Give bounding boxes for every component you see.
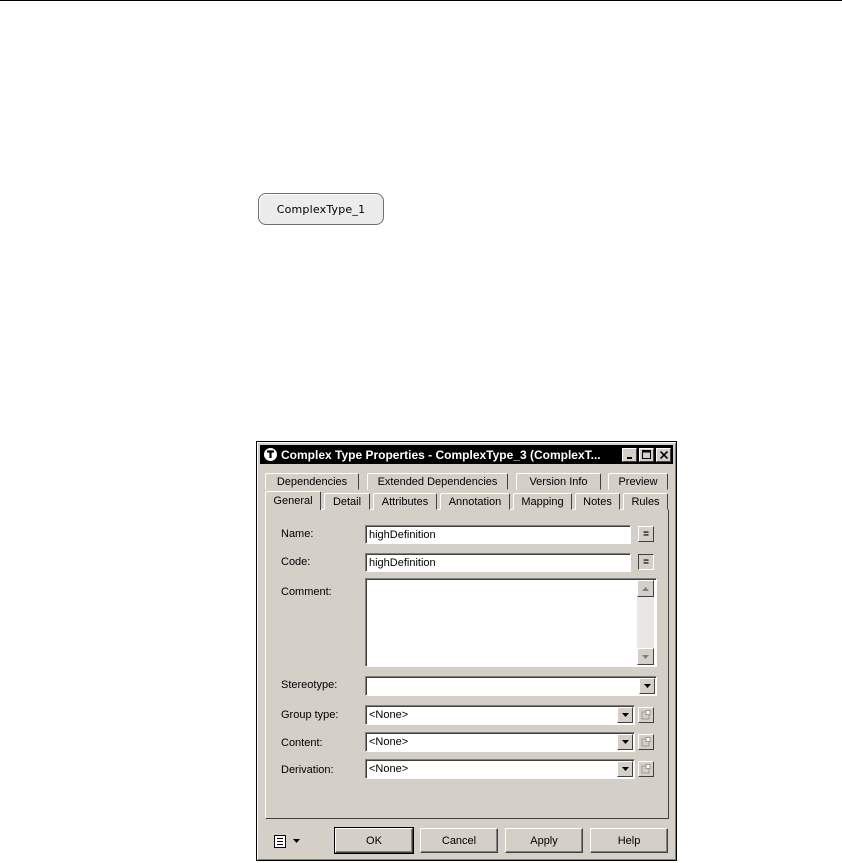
- derivation-properties-button[interactable]: [638, 761, 654, 777]
- tab-dependencies[interactable]: Dependencies: [265, 473, 359, 490]
- complex-type-symbol[interactable]: [258, 193, 384, 225]
- comment-textarea[interactable]: [365, 578, 657, 667]
- stereotype-combobox[interactable]: [365, 676, 657, 696]
- close-button[interactable]: [656, 448, 671, 462]
- arrow-up-icon: [642, 587, 649, 591]
- scroll-down-button[interactable]: [637, 648, 654, 665]
- chevron-down-icon: [644, 684, 651, 688]
- name-equals-button[interactable]: =: [638, 526, 654, 542]
- code-equals-button[interactable]: =: [638, 554, 654, 570]
- tab-general[interactable]: General: [265, 491, 321, 510]
- tab-mapping[interactable]: Mapping: [513, 493, 572, 510]
- maximize-button[interactable]: [639, 448, 654, 462]
- stereotype-dropdown-button[interactable]: [639, 678, 655, 694]
- properties-icon: [641, 764, 651, 774]
- cancel-button[interactable]: Cancel: [420, 828, 498, 853]
- stereotype-label: Stereotype:: [281, 679, 338, 691]
- close-icon: [660, 451, 668, 459]
- chevron-down-icon: [622, 767, 629, 771]
- code-field[interactable]: highDefinition: [365, 553, 631, 572]
- ok-button[interactable]: OK: [335, 828, 413, 853]
- tab-preview[interactable]: Preview: [608, 473, 668, 490]
- comment-scrollbar[interactable]: [637, 580, 654, 665]
- comment-label: Comment:: [281, 586, 332, 598]
- page-top-rule: [0, 0, 842, 1]
- group-type-dropdown-button[interactable]: [617, 707, 633, 723]
- tab-attributes[interactable]: Attributes: [373, 493, 437, 510]
- apply-button[interactable]: Apply: [505, 828, 583, 853]
- minimize-button[interactable]: [622, 448, 637, 462]
- properties-icon: [641, 710, 651, 720]
- group-type-label: Group type:: [281, 709, 339, 721]
- chevron-down-icon: [622, 740, 629, 744]
- tab-detail[interactable]: Detail: [324, 493, 370, 510]
- group-type-properties-button[interactable]: [638, 707, 654, 723]
- properties-icon: [641, 737, 651, 747]
- tab-notes[interactable]: Notes: [575, 493, 620, 510]
- complex-type-icon: [264, 448, 277, 461]
- derivation-label: Derivation:: [281, 764, 334, 776]
- list-menu-icon: [274, 835, 287, 848]
- tab-rules[interactable]: Rules: [623, 493, 668, 510]
- complex-type-symbol-label: ComplexType_1: [276, 202, 366, 216]
- arrow-down-icon: [642, 655, 649, 659]
- chevron-down-icon: [293, 839, 300, 843]
- help-button[interactable]: Help: [590, 828, 668, 853]
- content-combobox[interactable]: <None>: [365, 732, 635, 752]
- name-field[interactable]: highDefinition: [365, 525, 631, 544]
- name-label: Name:: [281, 528, 314, 540]
- content-label: Content:: [281, 737, 323, 749]
- title-bar[interactable]: [260, 445, 673, 464]
- tab-extended-dependencies[interactable]: Extended Dependencies: [367, 473, 508, 490]
- content-dropdown-button[interactable]: [617, 734, 633, 750]
- derivation-combobox[interactable]: <None>: [365, 759, 635, 779]
- maximize-icon: [642, 450, 651, 459]
- group-type-combobox[interactable]: <None>: [365, 705, 635, 725]
- tab-version-info[interactable]: Version Info: [516, 473, 601, 490]
- tab-annotation[interactable]: Annotation: [440, 493, 510, 510]
- minimize-icon: [626, 451, 634, 459]
- window-title: Complex Type Properties - ComplexType_3 (ComplexT...: [281, 447, 601, 462]
- content-properties-button[interactable]: [638, 734, 654, 750]
- chevron-down-icon: [622, 713, 629, 717]
- derivation-dropdown-button[interactable]: [617, 761, 633, 777]
- code-label: Code:: [281, 556, 311, 568]
- scroll-up-button[interactable]: [637, 580, 654, 597]
- more-menu-button[interactable]: [270, 830, 314, 852]
